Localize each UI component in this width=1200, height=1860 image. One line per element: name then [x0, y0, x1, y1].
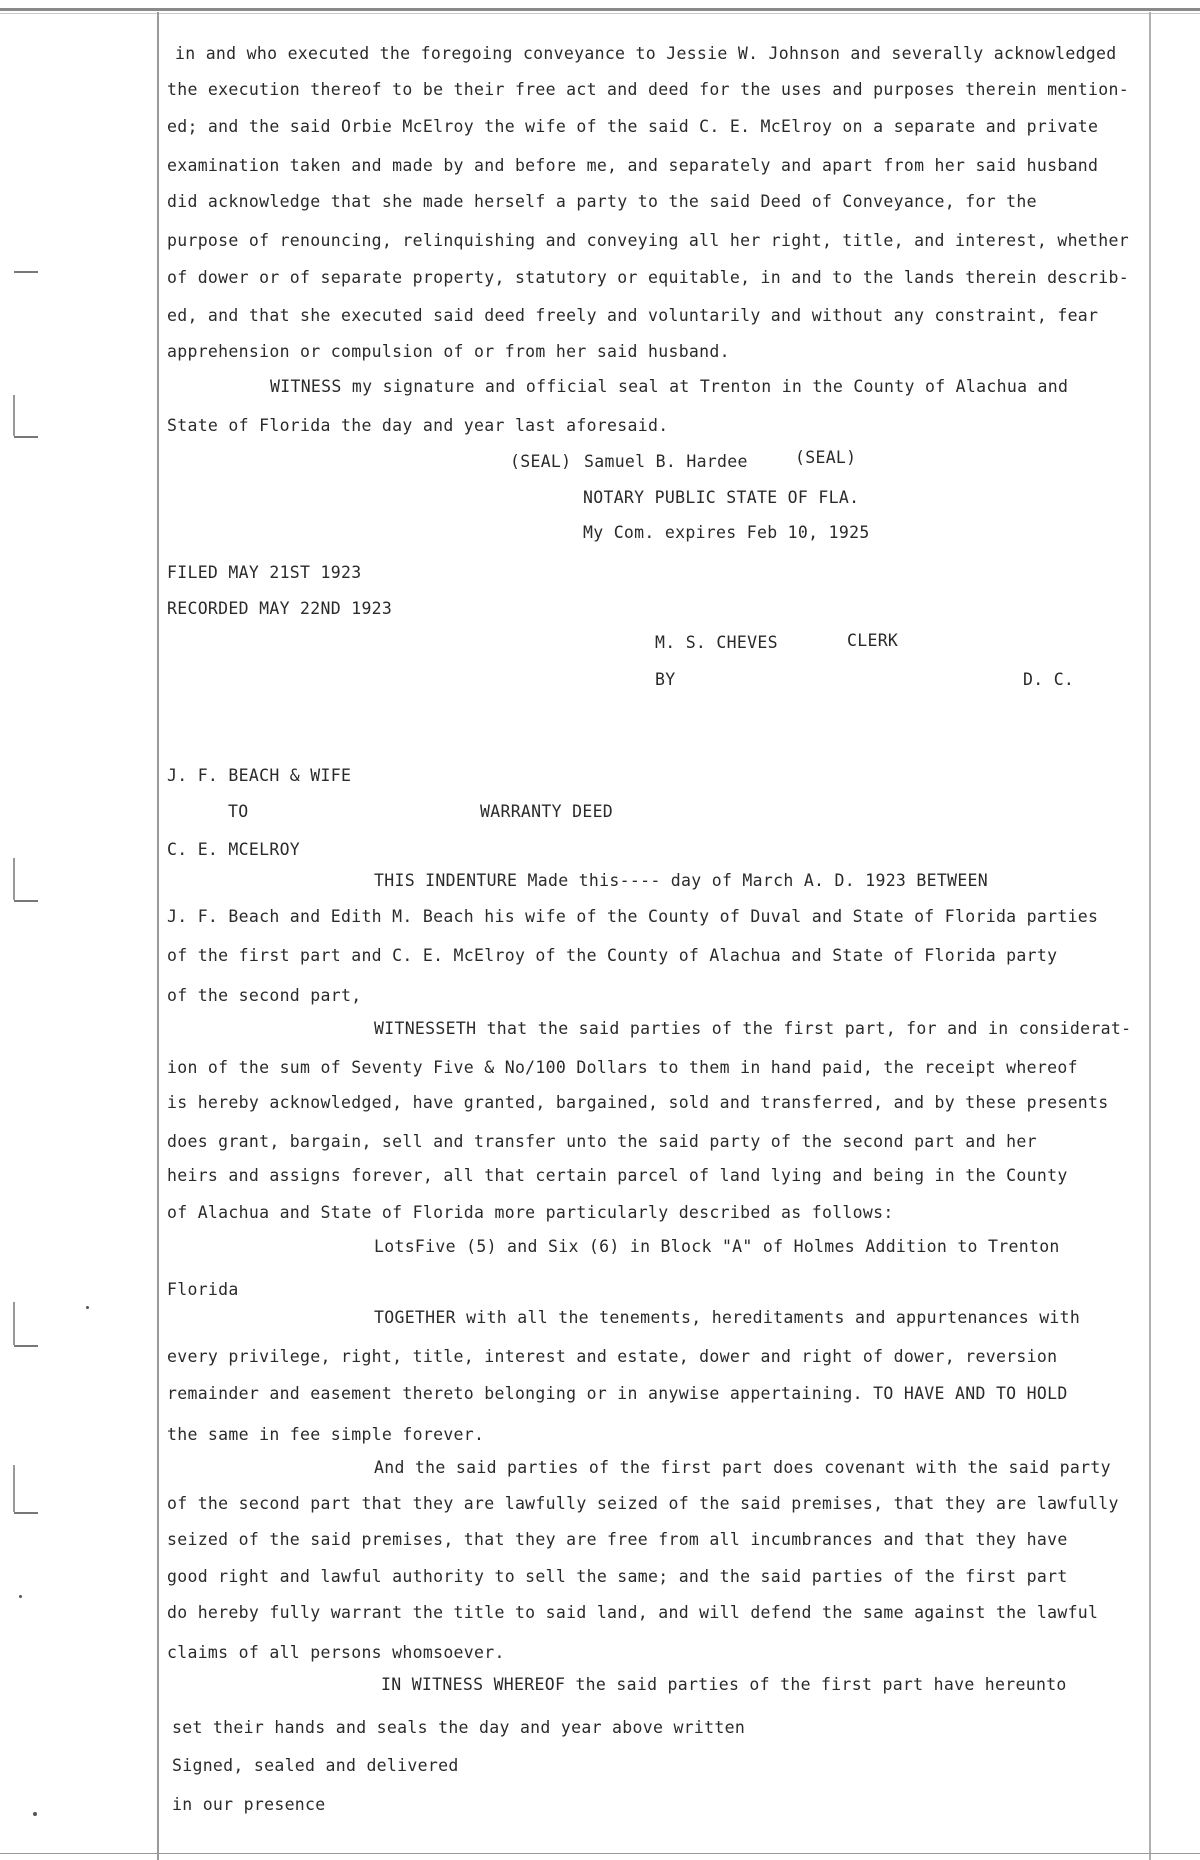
deed-line: of the first part and C. E. McElroy of the County of Alachua and State of Florida party: [167, 946, 1058, 965]
ink-speck: [19, 1595, 22, 1598]
by-label: BY: [655, 670, 676, 689]
margin-mark: [13, 1465, 15, 1512]
margin-mark: [14, 436, 38, 438]
attestation-line: in our presence: [172, 1795, 326, 1814]
deed-line: TOGETHER with all the tenements, hereditaments and appurtenances with: [374, 1308, 1081, 1327]
deed-line: And the said parties of the first part does covenant with the said party: [374, 1458, 1111, 1477]
bottom-border: [0, 1853, 1200, 1854]
indenture-line: THIS INDENTURE Made this---- day of March A. D. 1923 BETWEEN: [374, 871, 989, 890]
acknowledgment-line: purpose of renouncing, relinquishing and conveying all her right, title, and interest, whether: [167, 231, 1129, 250]
ink-speck: [33, 1812, 37, 1816]
deed-line: of Alachua and State of Florida more particularly described as follows:: [167, 1203, 894, 1222]
acknowledgment-line: of dower or of separate property, statutory or equitable, in and to the lands therein describ-: [167, 268, 1129, 287]
deed-line: J. F. Beach and Edith M. Beach his wife of the County of Duval and State of Florida parties: [167, 907, 1099, 926]
seal-left: (SEAL): [510, 452, 572, 471]
recorded-date: RECORDED MAY 22ND 1923: [167, 599, 393, 618]
notary-title: NOTARY PUBLIC STATE OF FLA.: [583, 488, 860, 507]
deed-line: claims of all persons whomsoever.: [167, 1643, 505, 1662]
property-description: LotsFive (5) and Six (6) in Block "A" of Holmes Addition to Trenton: [374, 1237, 1060, 1256]
margin-mark: [13, 858, 15, 900]
deed-line: of the second part,: [167, 986, 362, 1005]
deed-line: remainder and easement thereto belonging or in anywise appertaining. TO HAVE AND TO HOLD: [167, 1384, 1068, 1403]
margin-mark: [14, 1512, 38, 1514]
filed-date: FILED MAY 21ST 1923: [167, 563, 362, 582]
testimonium-line: IN WITNESS WHEREOF the said parties of the first part have hereunto: [381, 1675, 1067, 1694]
attestation-line: Signed, sealed and delivered: [172, 1756, 459, 1775]
deed-line: ion of the sum of Seventy Five & No/100 Dollars to them in hand paid, the receipt whereof: [167, 1058, 1078, 1077]
top-border: [0, 8, 1200, 11]
deed-line: heirs and assigns forever, all that certain parcel of land lying and being in the County: [167, 1166, 1068, 1185]
deed-line: does grant, bargain, sell and transfer unto the said party of the second part and her: [167, 1132, 1037, 1151]
ink-speck: [86, 1306, 89, 1309]
testimonium-line: set their hands and seals the day and year above written: [172, 1718, 746, 1737]
left-margin-line: [157, 12, 159, 1860]
to-caption: TO: [228, 802, 249, 821]
acknowledgment-line: in and who executed the foregoing conveyance to Jessie W. Johnson and severally acknowledged: [175, 44, 1117, 63]
margin-mark: [14, 900, 38, 902]
deed-line: good right and lawful authority to sell the same; and the said parties of the first part: [167, 1567, 1068, 1586]
dc-label: D. C.: [1023, 670, 1075, 689]
witness-line: WITNESS my signature and official seal at Trenton in the County of Alachua and: [270, 377, 1069, 396]
margin-mark: [14, 271, 38, 273]
margin-mark: [13, 1302, 15, 1345]
grantee-caption: C. E. MCELROY: [167, 840, 301, 859]
deed-line: is hereby acknowledged, have granted, bargained, sold and transferred, and by these presents: [167, 1093, 1109, 1112]
acknowledgment-line: ed; and the said Orbie McElroy the wife of the said C. E. McElroy on a separate and private: [167, 117, 1099, 136]
witness-line: State of Florida the day and year last aforesaid.: [167, 416, 669, 435]
clerk-label: CLERK: [847, 631, 899, 650]
notary-name: Samuel B. Hardee: [584, 452, 748, 471]
property-description: Florida: [167, 1280, 239, 1299]
deed-line: of the second part that they are lawfully seized of the said premises, that they are lawfully: [167, 1494, 1119, 1513]
acknowledgment-line: ed, and that she executed said deed freely and voluntarily and without any constraint, fear: [167, 306, 1099, 325]
deed-type-caption: WARRANTY DEED: [480, 802, 614, 821]
right-margin-line: [1149, 12, 1151, 1860]
notary-commission: My Com. expires Feb 10, 1925: [583, 523, 870, 542]
grantor-caption: J. F. BEACH & WIFE: [167, 766, 352, 785]
margin-mark: [13, 395, 15, 436]
deed-line: WITNESSETH that the said parties of the first part, for and in considerat-: [374, 1019, 1132, 1038]
top-border-inner: [0, 13, 1200, 14]
acknowledgment-line: the execution thereof to be their free act and deed for the uses and purposes therein mention-: [167, 80, 1129, 99]
deed-line: seized of the said premises, that they are free from all incumbrances and that they have: [167, 1530, 1068, 1549]
acknowledgment-line: examination taken and made by and before me, and separately and apart from her said husband: [167, 156, 1099, 175]
acknowledgment-line: did acknowledge that she made herself a party to the said Deed of Conveyance, for the: [167, 192, 1037, 211]
deed-line: do hereby fully warrant the title to said land, and will defend the same against the lawful: [167, 1603, 1099, 1622]
deed-line: the same in fee simple forever.: [167, 1425, 485, 1444]
acknowledgment-line: apprehension or compulsion of or from her said husband.: [167, 342, 730, 361]
deed-line: every privilege, right, title, interest and estate, dower and right of dower, reversion: [167, 1347, 1058, 1366]
seal-right: (SEAL): [795, 448, 857, 467]
clerk-name: M. S. CHEVES: [655, 633, 778, 652]
margin-mark: [14, 1345, 38, 1347]
